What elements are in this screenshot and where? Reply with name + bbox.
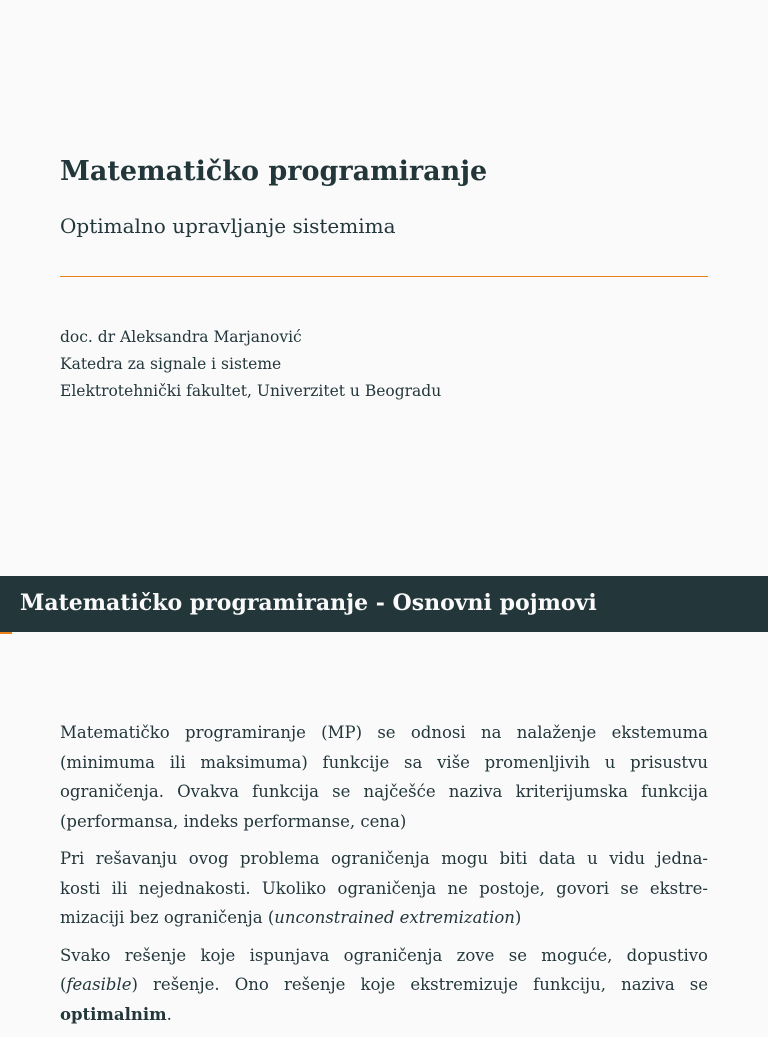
paragraph-3 [60,941,708,1030]
text-line: Matematičko programiranje (MP) se odnosi na nalaženje ekstemuma [60,723,708,742]
emphasis-text: unconstrained extremization [274,908,515,927]
slide-title: Matematičko programiranje [60,156,488,187]
emphasis-text: feasible [66,975,132,994]
author-department: Katedra za signale i sisteme [60,355,282,373]
author-name: doc. dr Aleksandra Marjanović [60,328,302,346]
progress-bar [0,632,12,634]
text-span: . [166,1004,172,1024]
slide-subtitle: Optimalno upravljanje sistemima [60,214,396,238]
text-line: Pri rešavanju ovog problema ograničenja mogu biti data u vidu jedna- [60,849,708,868]
paragraph-2 [60,844,708,933]
bold-text: optimalnim [60,1004,167,1024]
text-line [60,970,708,1000]
paragraph-1 [60,718,708,836]
text-line [60,903,708,933]
text-line: (minimuma ili maksimuma) funkcije sa više promenljivih u prisustvu [60,752,708,772]
text-line: kosti ili nejednakosti. Ukoliko ograničenja ne postoje, govori se ekstre- [60,878,708,898]
author-institution: Elektrotehnički fakultet, Univerzitet u Beogradu [60,382,442,400]
text-line: ograničenja. Ovakva funkcija se najčešće naziva kriterijumska funkcija [60,782,708,801]
slide-body [60,718,708,1037]
text-span: mizaciji bez ograničenja ( [60,908,275,927]
title-divider [60,276,708,277]
text-line: (performansa, indeks performanse, cena) [60,811,407,831]
frame-title-bar [0,576,768,632]
author-block [60,324,441,405]
text-line [60,1000,708,1030]
text-line: Svako rešenje koje ispunjava ograničenja zove se moguće, dopustivo [60,945,708,965]
text-span: ( [60,975,67,994]
text-span: ) [514,908,522,927]
frame-title: Matematičko programiranje - Osnovni pojmovi [20,590,597,616]
text-span: ) rešenje. Ono rešenje koje ekstremizuje funkciju, naziva se [131,975,708,994]
